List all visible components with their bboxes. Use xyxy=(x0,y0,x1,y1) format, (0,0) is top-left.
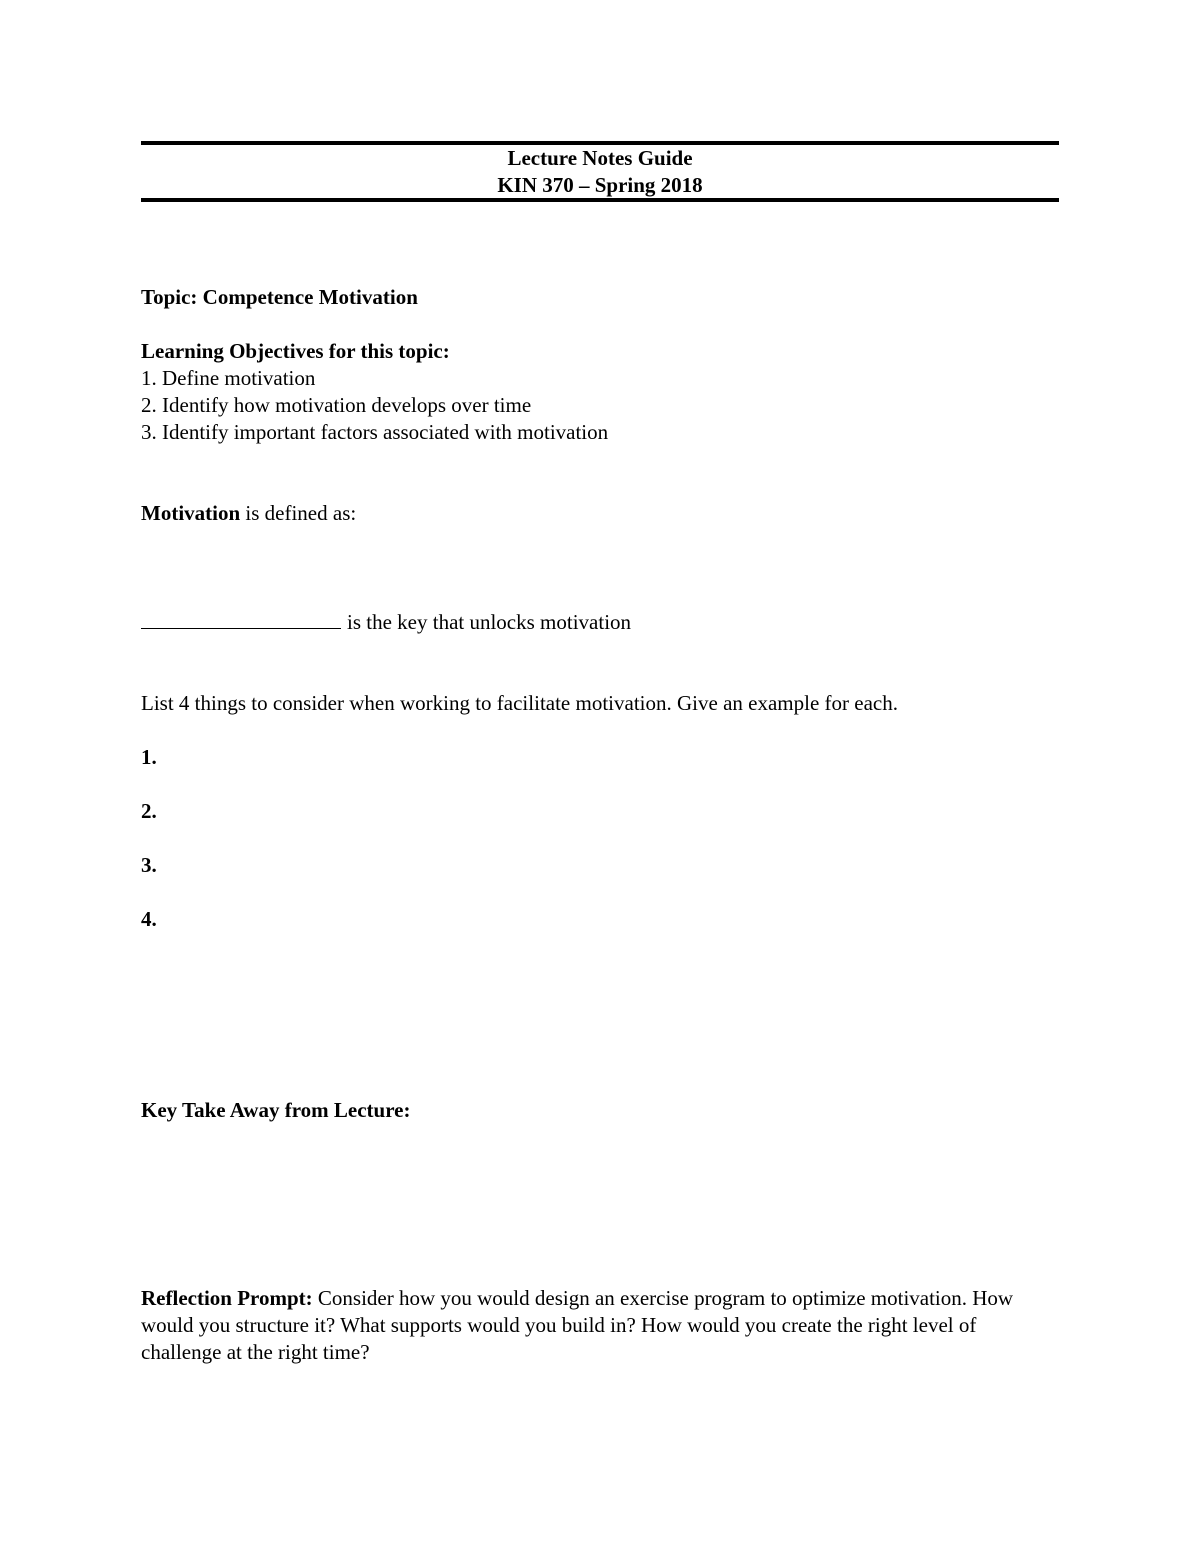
numbered-item: 4. xyxy=(141,907,157,931)
objective-item: 3. Identify important factors associated with motivation xyxy=(141,420,609,444)
fill-in-blank-line xyxy=(141,609,631,636)
course-subtitle: KIN 370 – Spring 2018 xyxy=(497,173,703,197)
key-takeaway-heading: Key Take Away from Lecture: xyxy=(141,1098,411,1122)
objective-item: 1. Define motivation xyxy=(141,366,316,390)
motivation-definition xyxy=(141,500,356,527)
reflection-label: Reflection Prompt: xyxy=(141,1286,313,1310)
header-bottom-rule xyxy=(141,198,1059,202)
motivation-definition-text: is defined as: xyxy=(240,501,357,525)
numbered-item: 3. xyxy=(141,853,157,877)
answer-blank[interactable] xyxy=(141,609,341,629)
objective-item: 2. Identify how motivation develops over time xyxy=(141,393,532,417)
numbered-item: 2. xyxy=(141,799,157,823)
reflection-prompt xyxy=(141,1285,1041,1366)
numbered-item: 1. xyxy=(141,745,157,769)
reflection-text: Consider how you would design an exercise program to optimize motivation. How would you structure it? What supports would you build in? How would you create the right level of challenge at the right time? xyxy=(141,1286,1014,1364)
topic-label: Topic: xyxy=(141,285,198,309)
objectives-heading: Learning Objectives for this topic: xyxy=(141,339,450,363)
topic-line xyxy=(141,284,418,311)
list-prompt: List 4 things to consider when working to facilitate motivation. Give an example for each. xyxy=(141,691,898,715)
document-title: Lecture Notes Guide xyxy=(507,146,693,170)
fill-in-blank-text: is the key that unlocks motivation xyxy=(347,610,632,634)
topic-value: Competence Motivation xyxy=(202,285,418,309)
motivation-term: Motivation xyxy=(141,501,241,525)
